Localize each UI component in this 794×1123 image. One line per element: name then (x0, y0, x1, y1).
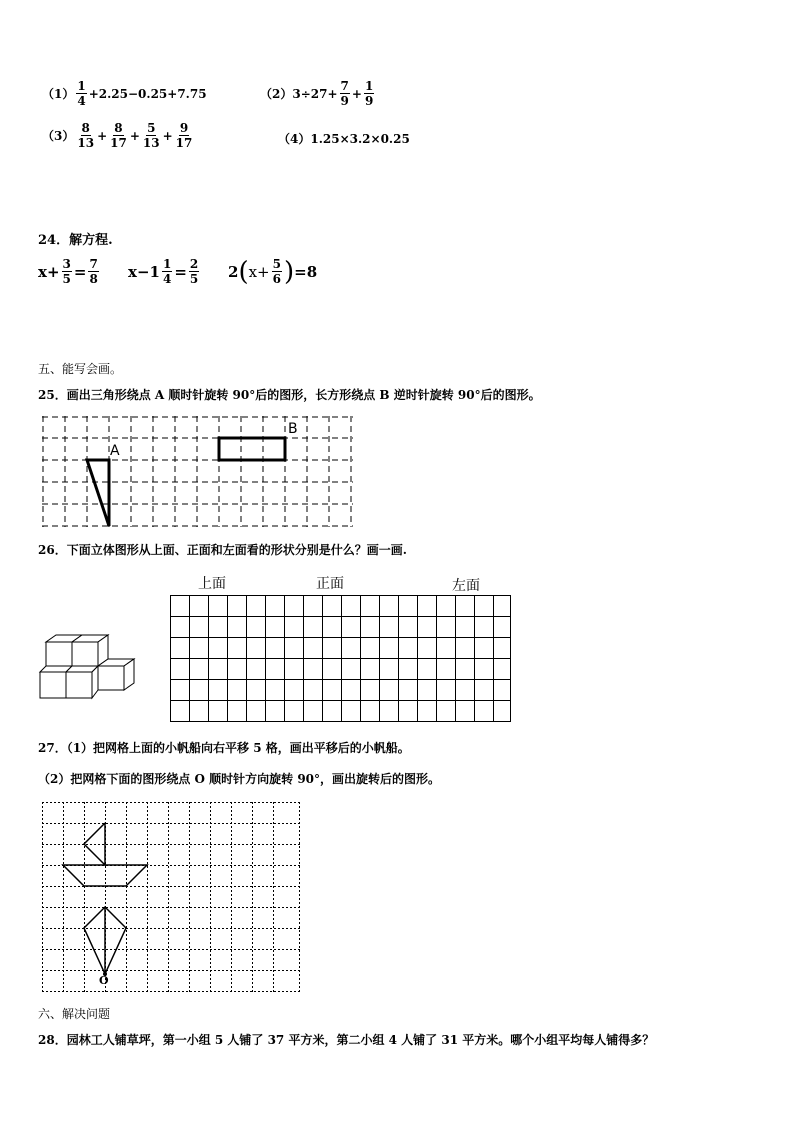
dashed-grid-lines (42, 416, 353, 527)
fraction: $\frac{8}{17}$ (110, 121, 127, 150)
q23-part2: （2）3÷27+ $\frac{7}{9}$ + $\frac{1}{9}$ (260, 79, 374, 108)
triangle-shape (87, 460, 109, 526)
section6-title: 六、解决问题 (38, 1007, 111, 1021)
q27-text2: （2）把网格下面的图形绕点 O 顺时针方向旋转 90°，画出旋转后的图形。 (38, 772, 441, 786)
rectangle-shape (219, 438, 285, 460)
q24-title: 24．解方程. (38, 233, 113, 248)
fraction: $\frac{1}{4}$ (77, 79, 86, 108)
q27-grid (42, 802, 302, 998)
point-a-label: A (110, 443, 120, 459)
solid-grid-lines (170, 595, 511, 722)
q24-eq2: x−1 $\frac{1}{4}$ = $\frac{2}{5}$ (128, 257, 199, 286)
fraction: $\frac{5}{13}$ (142, 121, 160, 150)
q23-part4: （4）1.25×3.2×0.25 (278, 132, 410, 146)
fraction: $\frac{7}{9}$ (340, 79, 349, 108)
dotted-grid-lines (42, 802, 300, 992)
q26-text: 26．下面立体图形从上面、正面和左面看的形状分别是什么？画一画. (38, 543, 407, 557)
view-front-label: 正面 (316, 576, 344, 592)
section5-title: 五、能写会画。 (38, 362, 123, 376)
view-left-label: 左面 (452, 578, 480, 594)
point-o-label: O (99, 974, 109, 987)
point-b-label: B (288, 421, 298, 437)
q23-part1: （1） $\frac{1}{4}$ +2.25−0.25+7.75 (42, 79, 207, 108)
q26-grid (170, 595, 512, 725)
q25-grid (42, 416, 354, 528)
fraction: $\frac{9}{17}$ (175, 121, 193, 150)
fraction: $\frac{1}{9}$ (364, 79, 374, 108)
cube-solid-figure (38, 632, 138, 704)
q24-eq1: x+ $\frac{3}{5}$ = $\frac{7}{8}$ (38, 257, 98, 286)
q24-eq3: 2 ( x+ $\frac{5}{6}$ ) =8 (228, 256, 318, 287)
q23-part3: （3） $\frac{8}{13}$ + $\frac{8}{17}$ + $\frac{5}{13}$ + $\frac{9}{17}$ (42, 121, 193, 150)
view-top-label: 上面 (198, 576, 226, 592)
q25-text: 25．画出三角形绕点 A 顺时针旋转 90°后的图形，长方形绕点 B 逆时针旋转 90°后的图形。 (38, 388, 541, 402)
q28-text: 28．园林工人铺草坪，第一小组 5 人铺了 37 平方米，第二小组 4 人铺了 31 平方米。哪个小组平均每人铺得多？ (38, 1033, 655, 1047)
q27-text1: 27．（1）把网格上面的小帆船向右平移 5 格，画出平移后的小帆船。 (38, 741, 410, 755)
fraction: $\frac{8}{13}$ (77, 121, 95, 150)
